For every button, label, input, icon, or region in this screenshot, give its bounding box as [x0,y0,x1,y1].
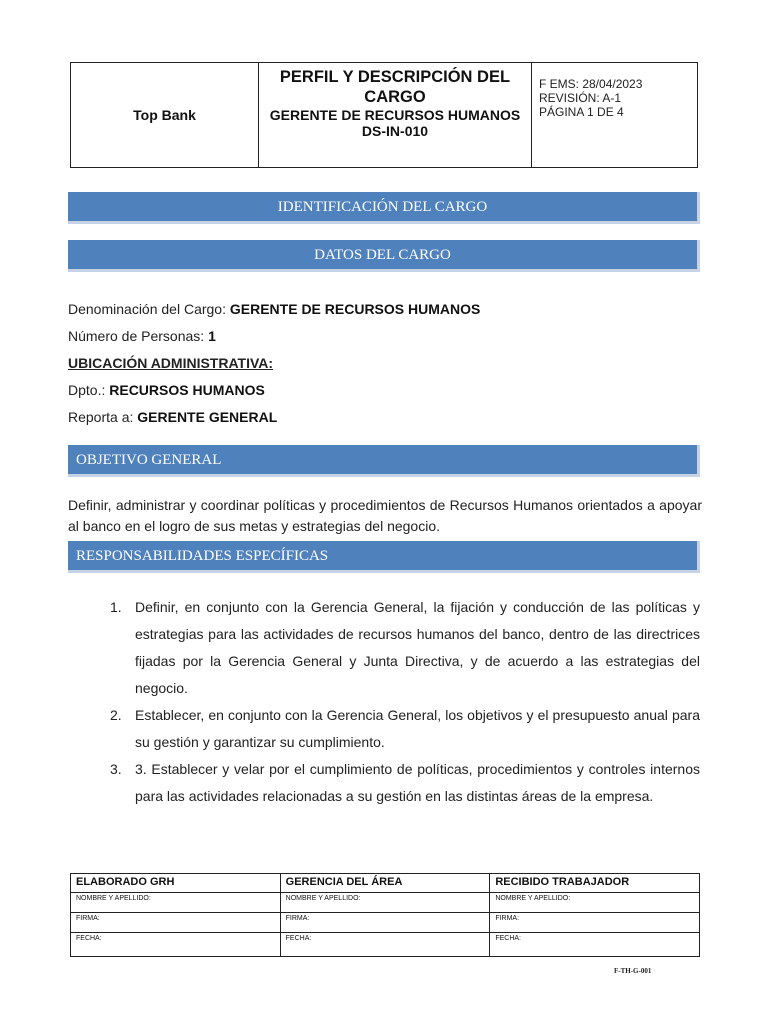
header-title-block [259,63,532,167]
list-item [110,756,700,810]
form-code: F-TH-G-001 [614,967,652,975]
objetivo-text: Definir, administrar y coordinar políticas y procedimientos de Recursos Humanos orientados a apoyar al banco en el logro de sus metas y estrategias del negocio. [68,497,702,534]
list-item-number: 3. [110,761,122,777]
section-identificacion: IDENTIFICACIÓN DEL CARGO [68,192,700,224]
reporta-value: GERENTE GENERAL [137,409,278,425]
list-item-number: 2. [110,707,122,723]
list-item-text: Definir, en conjunto con la Gerencia General, la fijación y conducción de las políticas y estrategias para las actividades de recursos humanos del banco, dentro de las directrices fijadas por la Gerencia General y Junta Directiva, y de acuerdo a las estrategias del negocio. [135,599,700,696]
section-objetivo: OBJETIVO GENERAL [68,445,700,477]
dpto-label: Dpto.: [68,382,110,398]
dpto-line [68,382,265,398]
signature-field-label: FIRMA: [280,913,490,933]
signature-field-label: FIRMA: [71,913,281,933]
company-name: Top Bank [71,63,259,167]
list-item-text: 3. Establecer y velar por el cumplimiento de políticas, procedimientos y controles internos para las actividades relacionadas a su gestión en las distintas áreas de la empresa. [135,761,700,804]
section-datos: DATOS DEL CARGO [68,240,700,272]
list-item [110,594,700,702]
signature-col-recibido: RECIBIDO TRABAJADOR [490,874,700,893]
name-field-label: NOMBRE Y APELLIDO: [490,893,700,913]
document-header [70,62,698,168]
reporta-label: Reporta a: [68,409,138,425]
dpto-value: RECURSOS HUMANOS [109,382,265,398]
page-number: PÁGINA 1 DE 4 [539,105,624,119]
signature-table [70,873,700,957]
signature-header-row [71,874,700,893]
document-title: PERFIL Y DESCRIPCIÓN DEL CARGO [279,68,511,106]
document-code: DS-IN-010 [361,123,429,139]
denominacion-label: Denominación del Cargo: [68,301,230,317]
section-responsabilidades: RESPONSABILIDADES ESPECÍFICAS [68,541,700,573]
signature-field-label: FIRMA: [490,913,700,933]
responsibilities-list [110,594,700,810]
ubicacion-heading: UBICACIÓN ADMINISTRATIVA: [68,355,274,371]
signature-col-gerencia: GERENCIA DEL ÁREA [280,874,490,893]
table-row [71,933,700,957]
name-field-label: NOMBRE Y APELLIDO: [280,893,490,913]
list-item-number: 1. [110,599,122,615]
table-row [71,913,700,933]
date-field-label: FECHA: [490,933,700,957]
name-field-label: NOMBRE Y APELLIDO: [71,893,281,913]
personas-line [68,328,216,344]
denominacion-value: GERENTE DE RECURSOS HUMANOS [229,301,481,317]
signature-col-elaborado: ELABORADO GRH [71,874,281,893]
position-title: GERENTE DE RECURSOS HUMANOS [269,107,521,123]
table-row [71,893,700,913]
personas-label: Número de Personas: [68,328,209,344]
header-meta [532,63,697,167]
revision: REVISIÓN: A-1 [539,91,622,105]
reporta-line [68,409,277,425]
personas-value: 1 [208,328,216,344]
issue-date: F EMS: 28/04/2023 [539,77,643,91]
date-field-label: FECHA: [71,933,281,957]
date-field-label: FECHA: [280,933,490,957]
list-item-text: Establecer, en conjunto con la Gerencia General, los objetivos y el presupuesto anual para su gestión y garantizar su cumplimiento. [135,707,700,750]
denominacion-line [68,301,480,317]
list-item [110,702,700,756]
